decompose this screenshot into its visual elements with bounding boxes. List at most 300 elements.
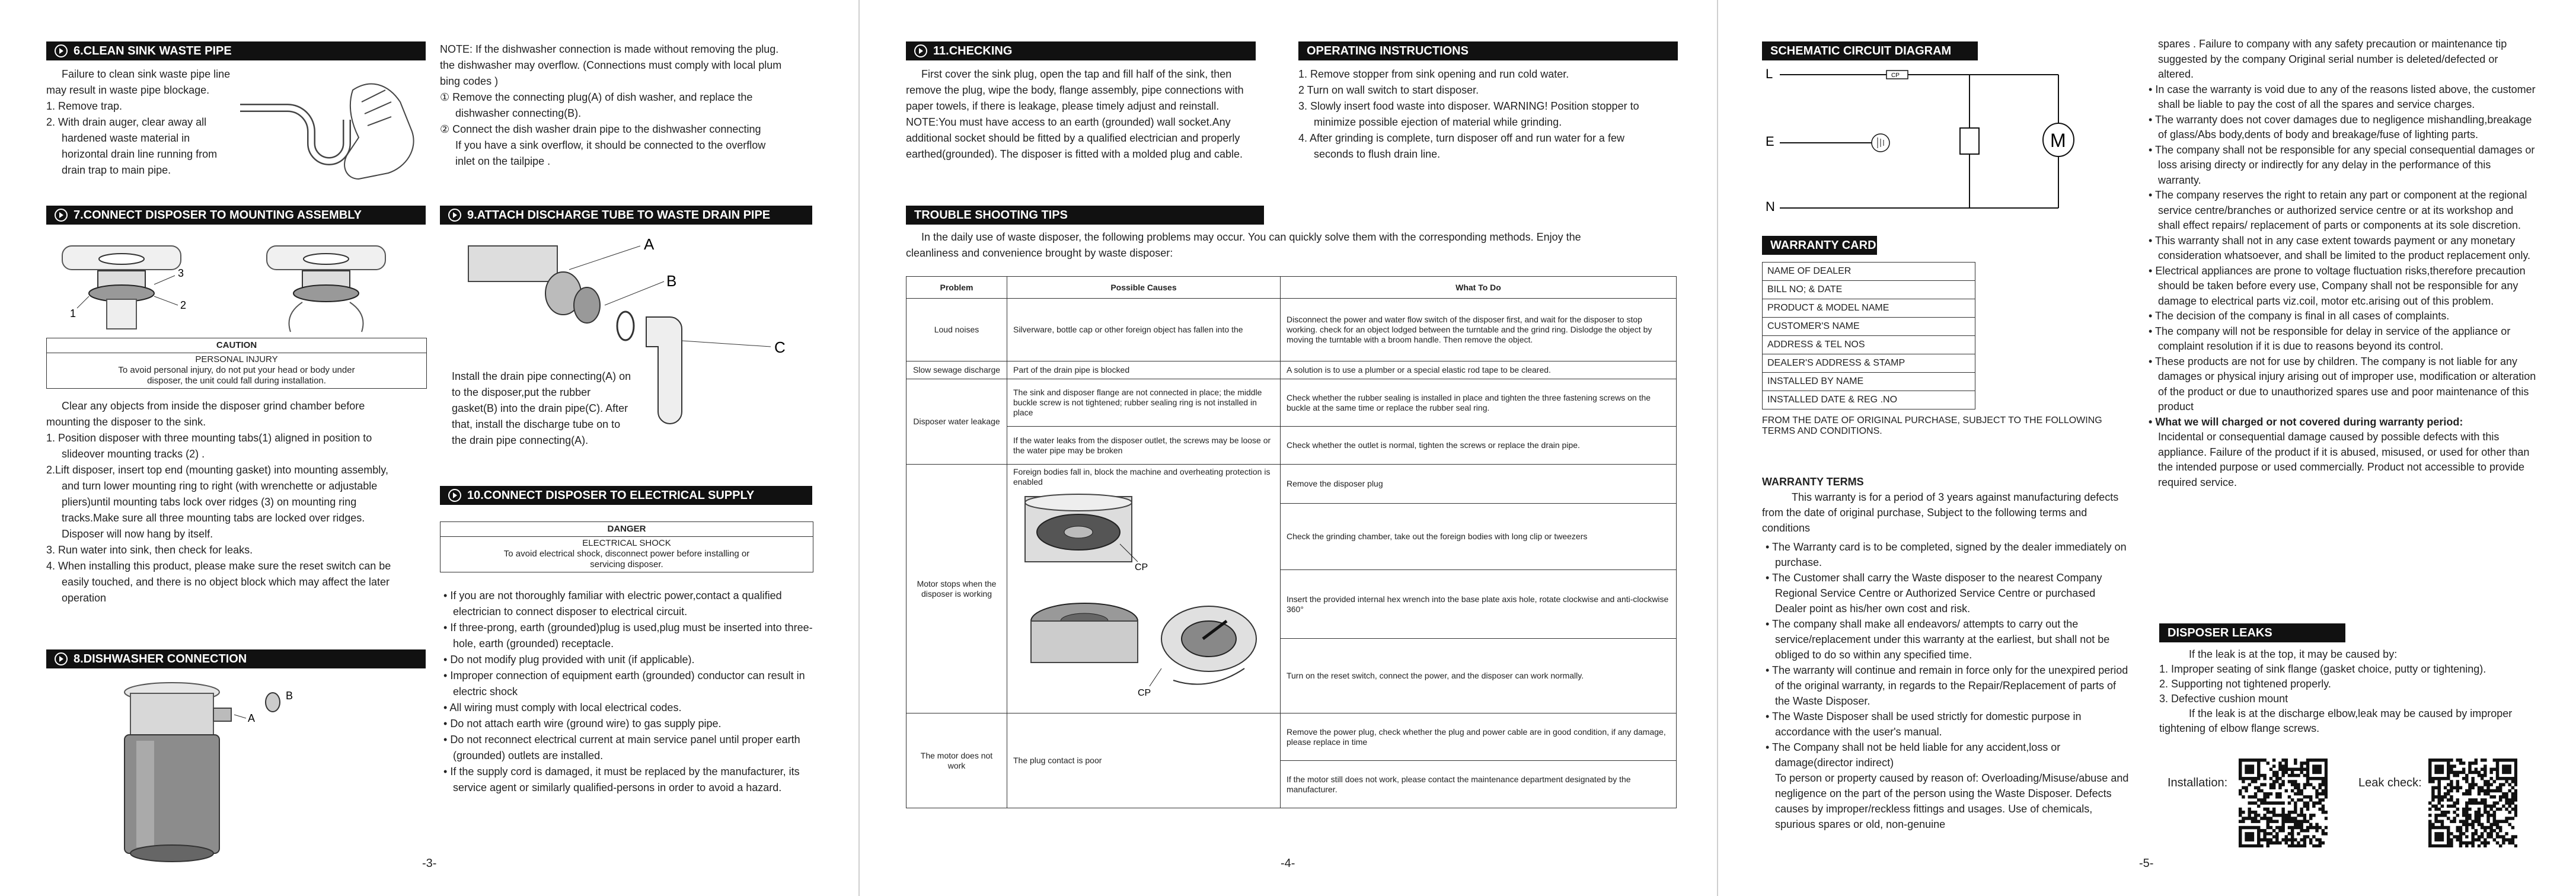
qr-module bbox=[2300, 811, 2303, 814]
qr-module bbox=[2514, 759, 2517, 761]
qr-module bbox=[2428, 835, 2431, 838]
qr-module bbox=[2450, 780, 2453, 783]
qr-module bbox=[2471, 777, 2474, 780]
qr-module bbox=[2315, 838, 2318, 841]
qr-module bbox=[2468, 808, 2471, 811]
qr-module bbox=[2303, 786, 2306, 789]
qr-module bbox=[2438, 814, 2441, 817]
qr-module bbox=[2438, 786, 2441, 789]
text-line: earthed(grounded). The disposer is fitted with a molded plug and cable. bbox=[906, 148, 1243, 160]
qr-module bbox=[2475, 811, 2478, 814]
qr-module bbox=[2496, 771, 2499, 774]
qr-module bbox=[2441, 814, 2444, 817]
qr-module bbox=[2468, 817, 2471, 820]
qr-module bbox=[2267, 826, 2269, 829]
qr-module bbox=[2303, 768, 2306, 771]
qr-module bbox=[2315, 768, 2318, 771]
qr-module bbox=[2257, 829, 2260, 832]
qr-module bbox=[2428, 838, 2431, 841]
qr-module bbox=[2263, 808, 2266, 811]
problem-cell: Slow sewage discharge bbox=[906, 361, 1007, 379]
qr-module bbox=[2309, 795, 2312, 798]
bullet-item: • This warranty shall not in any case extent towards payment or any monetary consideration whatsoever, and shall be limited to the product replacement only. bbox=[2149, 234, 2531, 261]
installation-qr-code[interactable] bbox=[2239, 759, 2328, 847]
qr-module bbox=[2294, 792, 2297, 795]
cause-cell: If the water leaks from the disposer outlet, the screws may be loose or the water pipe may be broken bbox=[1007, 427, 1280, 465]
qr-module bbox=[2260, 844, 2263, 847]
qr-module bbox=[2468, 789, 2471, 792]
qr-module bbox=[2447, 771, 2450, 774]
qr-module bbox=[2502, 777, 2505, 780]
qr-module bbox=[2322, 798, 2325, 801]
arrow-circle-icon bbox=[448, 209, 461, 222]
qr-module bbox=[2434, 838, 2437, 841]
qr-module bbox=[2489, 783, 2492, 786]
qr-module bbox=[2281, 771, 2284, 774]
qr-module bbox=[2478, 823, 2481, 826]
qr-module bbox=[2468, 768, 2471, 771]
qr-module bbox=[2303, 844, 2306, 847]
table-row bbox=[1763, 373, 1975, 391]
qr-module bbox=[2447, 783, 2450, 786]
qr-module bbox=[2257, 774, 2260, 777]
qr-module bbox=[2272, 820, 2275, 823]
qr-module bbox=[2453, 786, 2456, 789]
warranty-terms-tail: To person or property caused by reason of: Overloading/Misuse/abuse and negligence on the part of the person using the Waste Disposer. Defects causes by improper/reckless fittings and usages. Use of chemicals, spurious spares or old, non-genuine bbox=[1775, 772, 2129, 830]
qr-module bbox=[2486, 841, 2489, 844]
bullet-item: • The company reserves the right to retain any part or component at the regional service centre/branches or authorized service centre or at its workshop and shall effect repairs/ replacement of parts or components at its sole discretion. bbox=[2149, 189, 2527, 231]
qr-module bbox=[2502, 820, 2505, 823]
qr-module bbox=[2309, 823, 2312, 826]
qr-module bbox=[2493, 823, 2496, 826]
qr-module bbox=[2303, 805, 2306, 808]
neutral-label: N bbox=[1766, 199, 1775, 214]
qr-module bbox=[2248, 783, 2251, 786]
qr-module bbox=[2297, 798, 2300, 801]
qr-module bbox=[2248, 838, 2251, 841]
caution-subtitle: PERSONAL INJURY bbox=[195, 354, 278, 364]
qr-module bbox=[2478, 844, 2481, 847]
qr-module bbox=[2441, 823, 2444, 826]
qr-module bbox=[2325, 768, 2328, 771]
text-line: remove the plug, wipe the body, flange assembly, pipe connections with bbox=[906, 84, 1244, 96]
qr-module bbox=[2300, 838, 2303, 841]
qr-module bbox=[2453, 817, 2456, 820]
qr-module bbox=[2260, 774, 2263, 777]
qr-module bbox=[2481, 835, 2484, 838]
qr-module bbox=[2499, 844, 2502, 847]
qr-module bbox=[2489, 805, 2492, 808]
qr-module bbox=[2257, 832, 2260, 835]
qr-module bbox=[2318, 777, 2321, 780]
qr-module bbox=[2484, 783, 2486, 786]
qr-module bbox=[2260, 789, 2263, 792]
qr-module bbox=[2447, 774, 2450, 777]
qr-module bbox=[2294, 774, 2297, 777]
qr-module bbox=[2239, 774, 2242, 777]
qr-module bbox=[2499, 835, 2502, 838]
qr-module bbox=[2285, 764, 2288, 767]
qr-module bbox=[2428, 832, 2431, 835]
qr-module bbox=[2462, 777, 2465, 780]
qr-module bbox=[2254, 792, 2257, 795]
qr-module bbox=[2514, 805, 2517, 808]
figure-label: B bbox=[286, 690, 293, 702]
qr-module bbox=[2245, 771, 2248, 774]
text-line: 2. Supporting not tightened properly. bbox=[2159, 678, 2331, 690]
qr-module bbox=[2511, 792, 2514, 795]
qr-module bbox=[2508, 817, 2511, 820]
warranty-card-header: WARRANTY CARD bbox=[1762, 236, 1877, 255]
qr-module bbox=[2441, 811, 2444, 814]
qr-module bbox=[2251, 801, 2254, 804]
qr-module bbox=[2245, 817, 2248, 820]
qr-module bbox=[2306, 764, 2309, 767]
qr-module bbox=[2465, 820, 2468, 823]
qr-module bbox=[2318, 826, 2321, 829]
qr-module bbox=[2514, 774, 2517, 777]
qr-module bbox=[2438, 777, 2441, 780]
qr-module bbox=[2272, 759, 2275, 761]
section-10 bbox=[440, 486, 812, 505]
qr-module bbox=[2475, 832, 2478, 835]
qr-module bbox=[2251, 759, 2254, 761]
qr-module bbox=[2309, 817, 2312, 820]
qr-module bbox=[2318, 792, 2321, 795]
qr-module bbox=[2511, 798, 2514, 801]
grinding-chamber-illustration bbox=[1013, 491, 1274, 704]
qr-module bbox=[2468, 771, 2471, 774]
qr-module bbox=[2486, 783, 2489, 786]
qr-module bbox=[2475, 814, 2478, 817]
qr-module bbox=[2508, 759, 2511, 761]
fix-cell: A solution is to use a plumber or a special elastic rod tape to be cleared. bbox=[1280, 361, 1676, 379]
qr-module bbox=[2447, 768, 2450, 771]
troubleshooting-intro bbox=[906, 229, 1677, 261]
qr-module bbox=[2263, 829, 2266, 832]
text-line: ① Remove the connecting plug(A) of dish washer, and replace the bbox=[440, 91, 753, 103]
section-6-header: 6.CLEAN SINK WASTE PIPE bbox=[46, 41, 426, 60]
fix-cell: If the motor still does not work, please contact the maintenance department designated by the manufacturer. bbox=[1280, 761, 1676, 808]
qr-module bbox=[2441, 820, 2444, 823]
qr-module bbox=[2481, 798, 2484, 801]
qr-module bbox=[2275, 841, 2278, 844]
qr-module bbox=[2431, 844, 2434, 847]
qr-module bbox=[2294, 759, 2297, 761]
qr-module bbox=[2322, 808, 2325, 811]
qr-module bbox=[2242, 844, 2245, 847]
qr-module bbox=[2475, 817, 2478, 820]
warranty-conditions bbox=[2145, 37, 2536, 490]
qr-module bbox=[2248, 844, 2251, 847]
qr-module bbox=[2450, 832, 2453, 835]
qr-module bbox=[2306, 795, 2309, 798]
qr-module bbox=[2291, 826, 2294, 829]
qr-module bbox=[2465, 844, 2468, 847]
qr-module bbox=[2254, 826, 2257, 829]
qr-module bbox=[2254, 777, 2257, 780]
qr-module bbox=[2245, 838, 2248, 841]
text-line: 2.Lift disposer, insert top end (mounting gasket) into mounting assembly, bbox=[46, 464, 388, 476]
qr-module bbox=[2242, 777, 2245, 780]
qr-module bbox=[2315, 777, 2318, 780]
text-line: that, install the discharge tube on to bbox=[452, 418, 621, 430]
qr-module bbox=[2456, 780, 2459, 783]
qr-module bbox=[2278, 826, 2281, 829]
qr-module bbox=[2257, 764, 2260, 767]
qr-module bbox=[2318, 768, 2321, 771]
qr-module bbox=[2475, 771, 2478, 774]
text-line: may result in waste pipe blockage. bbox=[46, 84, 210, 96]
qr-module bbox=[2248, 826, 2251, 829]
qr-module bbox=[2450, 786, 2453, 789]
qr-module bbox=[2325, 780, 2328, 783]
qr-module bbox=[2325, 761, 2328, 764]
qr-module bbox=[2465, 829, 2468, 832]
qr-module bbox=[2505, 792, 2508, 795]
qr-module bbox=[2285, 771, 2288, 774]
qr-module bbox=[2257, 841, 2260, 844]
qr-module bbox=[2322, 829, 2325, 832]
bullet-item: • If three-prong, earth (grounded)plug is used,plug must be inserted into three-hole, earth (grounded) receptacle. bbox=[443, 622, 813, 649]
bullet-item: • Electrical appliances are prone to voltage fluctuation risks,therefore precaution should be taken before every use, Company shall not be responsible for any damage to electrical parts viz.coil, motor etc.arising out of this problem. bbox=[2149, 264, 2526, 307]
qr-module bbox=[2514, 798, 2517, 801]
qr-module bbox=[2462, 811, 2465, 814]
qr-module bbox=[2441, 771, 2444, 774]
qr-module bbox=[2318, 798, 2321, 801]
qr-module bbox=[2294, 761, 2297, 764]
section-10-bullets bbox=[440, 588, 819, 796]
qr-module bbox=[2438, 792, 2441, 795]
qr-module bbox=[2272, 780, 2275, 783]
qr-module bbox=[2325, 783, 2328, 786]
qr-module bbox=[2450, 798, 2453, 801]
qr-module bbox=[2465, 808, 2468, 811]
qr-module bbox=[2275, 814, 2278, 817]
cause-cell: Foreign bodies fall in, block the machine and overheating protection is enabled CP CP bbox=[1007, 465, 1280, 713]
qr-module bbox=[2257, 838, 2260, 841]
qr-module bbox=[2239, 826, 2242, 829]
qr-module bbox=[2484, 759, 2486, 761]
qr-module bbox=[2291, 798, 2294, 801]
text-line: dishwasher connecting(B). bbox=[455, 107, 582, 119]
qr-module bbox=[2263, 832, 2266, 835]
fix-cell: Disconnect the power and water flow switch of the disposer first, and wait for the disposer to stop working. check for an object lodged between the turntable and the grind ring. Dislodge the object by moving the turntable with a broom handle. Then remove the object. bbox=[1280, 299, 1676, 361]
text-line: If the leak is at the top, it may be caused by: bbox=[2189, 648, 2398, 660]
qr-module bbox=[2245, 832, 2248, 835]
qr-module bbox=[2505, 798, 2508, 801]
table-row bbox=[906, 361, 1677, 379]
qr-module bbox=[2450, 771, 2453, 774]
qr-module bbox=[2514, 792, 2517, 795]
warranty-conditions-intro: spares . Failure to company with any safety precaution or maintenance tip suggested by the company Original serial number is deleted/defected or altered. bbox=[2158, 38, 2507, 80]
qr-module bbox=[2496, 820, 2499, 823]
qr-module bbox=[2294, 805, 2297, 808]
qr-module bbox=[2267, 820, 2269, 823]
qr-module bbox=[2278, 792, 2281, 795]
qr-module bbox=[2303, 835, 2306, 838]
problem-cell: The motor does not work bbox=[906, 713, 1007, 808]
text-line: 3. Run water into sink, then check for leaks. bbox=[46, 544, 253, 556]
qr-module bbox=[2508, 764, 2511, 767]
qr-module bbox=[2294, 801, 2297, 804]
qr-module bbox=[2257, 761, 2260, 764]
qr-module bbox=[2306, 768, 2309, 771]
qr-module bbox=[2263, 777, 2266, 780]
qr-module bbox=[2325, 759, 2328, 761]
qr-module bbox=[2508, 811, 2511, 814]
qr-module bbox=[2511, 841, 2514, 844]
qr-module bbox=[2322, 832, 2325, 835]
qr-module bbox=[2478, 835, 2481, 838]
qr-module bbox=[2499, 783, 2502, 786]
leak-check-qr-code[interactable] bbox=[2428, 759, 2517, 847]
qr-module bbox=[2478, 817, 2481, 820]
qr-module bbox=[2511, 795, 2514, 798]
page-5 bbox=[1717, 0, 2576, 896]
qr-module bbox=[2297, 774, 2300, 777]
qr-module bbox=[2459, 835, 2462, 838]
qr-module bbox=[2242, 759, 2245, 761]
qr-module bbox=[2245, 786, 2248, 789]
qr-module bbox=[2471, 844, 2474, 847]
qr-module bbox=[2450, 768, 2453, 771]
qr-module bbox=[2269, 820, 2272, 823]
figure-label: B bbox=[666, 272, 677, 290]
qr-module bbox=[2325, 826, 2328, 829]
qr-module bbox=[2267, 811, 2269, 814]
qr-module bbox=[2278, 814, 2281, 817]
disposer-leaks-header: DISPOSER LEAKS bbox=[2159, 623, 2345, 642]
qr-module bbox=[2251, 826, 2254, 829]
qr-module bbox=[2475, 783, 2478, 786]
qr-module bbox=[2484, 771, 2486, 774]
qr-module bbox=[2489, 771, 2492, 774]
qr-module bbox=[2239, 832, 2242, 835]
qr-module bbox=[2260, 838, 2263, 841]
qr-module bbox=[2245, 759, 2248, 761]
qr-module bbox=[2263, 759, 2266, 761]
qr-module bbox=[2248, 777, 2251, 780]
qr-module bbox=[2478, 792, 2481, 795]
qr-module bbox=[2438, 795, 2441, 798]
text-line: 2 Turn on wall switch to start disposer. bbox=[1298, 84, 1479, 96]
qr-module bbox=[2291, 783, 2294, 786]
qr-module bbox=[2245, 764, 2248, 767]
qr-module bbox=[2489, 777, 2492, 780]
qr-module bbox=[2468, 783, 2471, 786]
qr-module bbox=[2471, 771, 2474, 774]
qr-module bbox=[2438, 838, 2441, 841]
qr-module bbox=[2248, 832, 2251, 835]
qr-module bbox=[2257, 789, 2260, 792]
text-line: inlet on the tailpipe . bbox=[455, 155, 551, 167]
qr-module bbox=[2315, 829, 2318, 832]
qr-module bbox=[2441, 759, 2444, 761]
qr-module bbox=[2471, 798, 2474, 801]
qr-module bbox=[2242, 820, 2245, 823]
qr-module bbox=[2269, 783, 2272, 786]
fix-cell: Check whether the outlet is normal, tighten the screws or replace the drain pipe. bbox=[1280, 427, 1676, 465]
qr-module bbox=[2428, 774, 2431, 777]
qr-module bbox=[2459, 832, 2462, 835]
qr-module bbox=[2294, 811, 2297, 814]
qr-module bbox=[2493, 780, 2496, 783]
qr-module bbox=[2291, 829, 2294, 832]
qr-module bbox=[2275, 801, 2278, 804]
bullet-item: • What we will charged or not covered during warranty period: bbox=[2149, 415, 2463, 428]
qr-module bbox=[2505, 838, 2508, 841]
qr-module bbox=[2251, 811, 2254, 814]
qr-module bbox=[2450, 838, 2453, 841]
qr-module bbox=[2309, 814, 2312, 817]
qr-module bbox=[2272, 829, 2275, 832]
qr-module bbox=[2478, 814, 2481, 817]
qr-module bbox=[2278, 795, 2281, 798]
qr-module bbox=[2441, 777, 2444, 780]
qr-module bbox=[2459, 844, 2462, 847]
qr-module bbox=[2275, 777, 2278, 780]
qr-module bbox=[2508, 783, 2511, 786]
qr-module bbox=[2300, 823, 2303, 826]
qr-module bbox=[2471, 801, 2474, 804]
qr-module bbox=[2431, 777, 2434, 780]
qr-module bbox=[2444, 844, 2447, 847]
qr-module bbox=[2294, 838, 2297, 841]
qr-module bbox=[2269, 811, 2272, 814]
qr-module bbox=[2475, 798, 2478, 801]
qr-module bbox=[2288, 801, 2291, 804]
text-line: If you have a sink overflow, it should be connected to the overflow bbox=[455, 139, 766, 151]
qr-module bbox=[2288, 768, 2291, 771]
qr-module bbox=[2428, 801, 2431, 804]
qr-module bbox=[2303, 817, 2306, 820]
qr-module bbox=[2325, 764, 2328, 767]
motor-label: M bbox=[2050, 130, 2066, 151]
cause-cell: The sink and disposer flange are not connected in place; the middle buckle screw is not tightened; rubber sealing ring is not installed in place bbox=[1007, 379, 1280, 427]
qr-module bbox=[2309, 783, 2312, 786]
warranty-terms-title: WARRANTY TERMS bbox=[1762, 476, 1864, 488]
section-10-header: 10.CONNECT DISPOSER TO ELECTRICAL SUPPLY bbox=[440, 486, 812, 505]
qr-module bbox=[2486, 811, 2489, 814]
page-4 bbox=[858, 0, 1717, 896]
operating-instructions-text bbox=[1298, 66, 1678, 162]
qr-module bbox=[2484, 789, 2486, 792]
warranty-card-table bbox=[1762, 262, 1975, 409]
qr-module bbox=[2441, 838, 2444, 841]
qr-module bbox=[2281, 759, 2284, 761]
qr-module bbox=[2288, 817, 2291, 820]
qr-module bbox=[2459, 820, 2462, 823]
bullet-item: • The Waste Disposer shall be used strictly for domestic purpose in accordance with the user's manual. bbox=[1766, 711, 2082, 738]
qr-module bbox=[2275, 832, 2278, 835]
qr-module bbox=[2322, 811, 2325, 814]
qr-module bbox=[2484, 792, 2486, 795]
table-row bbox=[1763, 391, 1975, 409]
qr-module bbox=[2312, 814, 2315, 817]
qr-module bbox=[2493, 811, 2496, 814]
qr-module bbox=[2447, 759, 2450, 761]
qr-module bbox=[2475, 759, 2478, 761]
qr-module bbox=[2462, 768, 2465, 771]
qr-module bbox=[2263, 835, 2266, 838]
qr-module bbox=[2489, 768, 2492, 771]
qr-module bbox=[2471, 780, 2474, 783]
qr-module bbox=[2272, 774, 2275, 777]
qr-module bbox=[2489, 808, 2492, 811]
qr-module bbox=[2278, 801, 2281, 804]
qr-module bbox=[2431, 805, 2434, 808]
